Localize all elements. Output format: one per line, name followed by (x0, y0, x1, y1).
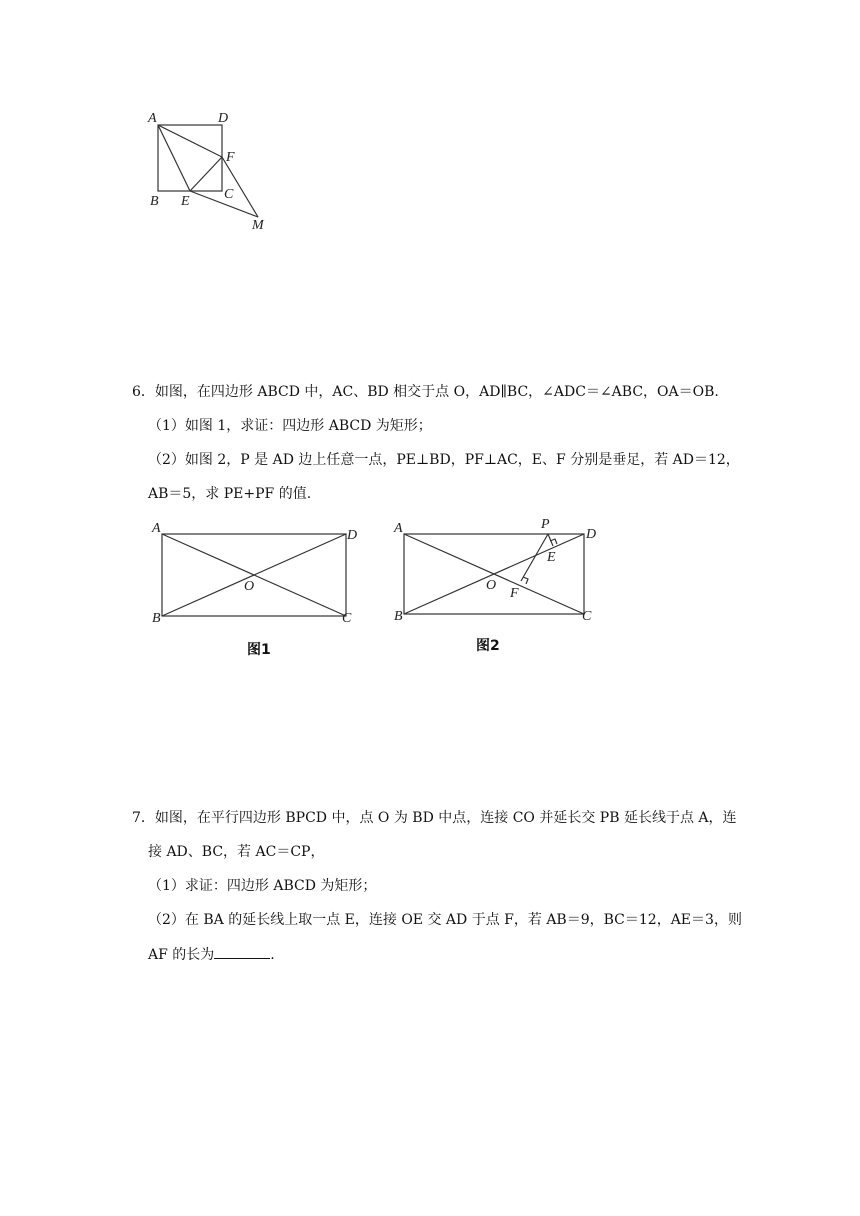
fig2-label-o: O (486, 578, 497, 593)
square-abcd (158, 125, 222, 191)
fig2-label-b: B (394, 609, 403, 624)
figure-2 (390, 514, 610, 659)
q6-line-1: 6．如图，在四边形 ABCD 中，AC、BD 相交于点 O，AD∥BC，∠ADC＝∠ABC，OA＝OB. (132, 384, 719, 400)
fig2-label-e: E (547, 550, 556, 565)
fig1-label-b: B (152, 611, 161, 626)
label-f: F (226, 150, 235, 165)
q7-answer-prompt: AF 的长为 (148, 947, 215, 963)
fig1-caption: 图1 (247, 642, 271, 658)
label-e: E (181, 194, 190, 209)
fig2-label-f: F (510, 586, 519, 601)
q7-line-5-end: . (270, 947, 275, 963)
right-angle-f (523, 577, 528, 584)
fig1-label-o: O (244, 579, 255, 594)
q7-line-5 (148, 944, 275, 965)
q7-line-4: （2）在 BA 的延长线上取一点 E，连接 OE 交 AD 于点 F，若 AB＝9，BC＝12，AE＝3，则 (148, 912, 742, 928)
fig1-label-d: D (347, 528, 358, 543)
q7-line-2: 接 AD、BC，若 AC＝CP， (148, 844, 325, 860)
label-b: B (150, 194, 159, 209)
q6-line-4: AB＝5，求 PE+PF 的值. (148, 486, 312, 502)
fig2-label-d: D (586, 527, 597, 542)
q6-line-2: （1）如图 1，求证：四边形 ABCD 为矩形； (148, 418, 432, 434)
q7-line-1: 7．如图，在平行四边形 BPCD 中，点 O 为 BD 中点，连接 CO 并延长交 PB 延长线于点 A，连 (132, 810, 737, 826)
label-m: M (252, 218, 264, 233)
q7-line-3: （1）求证：四边形 ABCD 为矩形； (148, 878, 377, 894)
label-d: D (218, 111, 229, 126)
segment-pf (521, 534, 548, 581)
fig2-label-c: C (582, 609, 592, 624)
fig1-label-a: A (152, 521, 161, 536)
fig2-label-p: P (541, 517, 550, 532)
fig1-label-c: C (342, 611, 352, 626)
label-a: A (148, 111, 157, 126)
fig2-label-a: A (394, 521, 403, 536)
fig2-caption: 图2 (476, 638, 500, 654)
figure-q5 (140, 105, 280, 235)
figure-1 (148, 518, 368, 663)
label-c: C (224, 187, 234, 202)
q6-line-3: （2）如图 2，P 是 AD 边上任意一点，PE⊥BD，PF⊥AC，E、F 分别是垂足，若 AD＝12， (148, 452, 740, 468)
answer-blank[interactable] (214, 944, 270, 959)
